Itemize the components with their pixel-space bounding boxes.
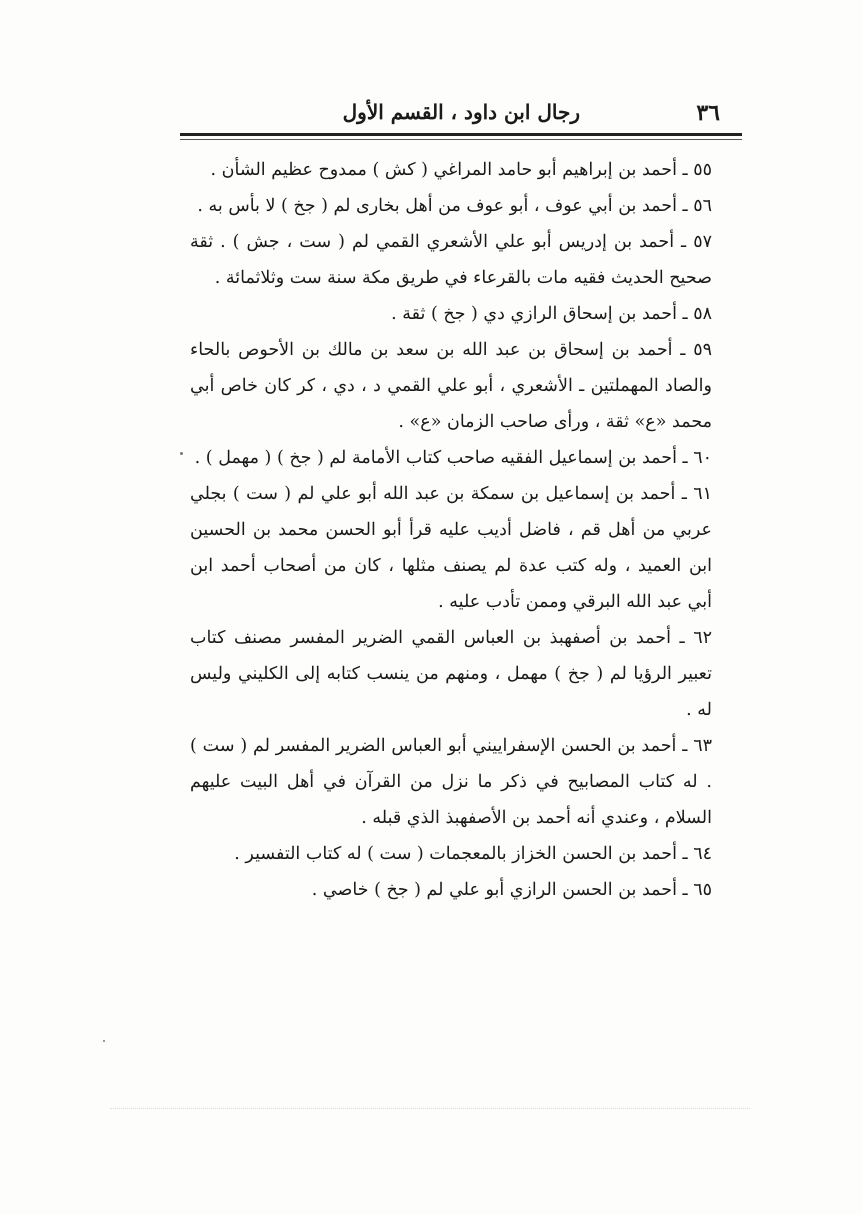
header-rule-thin (180, 139, 742, 140)
scan-artifact-line (110, 1108, 750, 1109)
entry-60: ٦٠ ـ أحمد بن إسماعيل الفقيه صاحب كتاب الأمامة لم ( جخ ) ( مهمل ) . (194, 448, 712, 468)
entry-65: ٦٥ ـ أحمد بن الحسن الرازي أبو علي لم ( جخ ) خاصي . (311, 880, 712, 900)
entry-62: ٦٢ ـ أحمد بن أصفهبذ بن العباس القمي الضرير المفسر مصنف كتاب تعبير الرؤيا لم ( جخ ) مهمل ، ومنهم من ينسب كتابه إلى الكليني وليس له . (190, 628, 712, 720)
entries-list (190, 152, 740, 908)
scan-speck (103, 1040, 105, 1042)
entry-59: ٥٩ ـ أحمد بن إسحاق بن عبد الله بن سعد بن مالك بن الأحوص بالحاء والصاد المهملتين ـ الأشعري ، أبو علي القمي د ، دي ، كر كان خاص أبي محمد «ع» ثقة ، ورأى صاحب الزمان «ع» . (190, 340, 712, 432)
scan-speck (180, 452, 183, 455)
entry-61: ٦١ ـ أحمد بن إسماعيل بن سمكة بن عبد الله أبو علي لم ( ست ) بجلي عربي من أهل قم ، فاضل أديب عليه قرأ أبو الحسن محمد بن الحسين ابن العميد ، وله كتب عدة لم يصنف مثلها ، كان من أصحاب أحمد ابن أبي عبد الله البرقي وممن تأدب عليه . (190, 484, 712, 612)
entry-57: ٥٧ ـ أحمد بن إدريس أبو علي الأشعري القمي لم ( ست ، جش ) . ثقة صحيح الحديث فقيه مات بالقرعاء في طريق مكة سنة ست وثلاثمائة . (190, 232, 712, 288)
entry-56: ٥٦ ـ أحمد بن أبي عوف ، أبو عوف من أهل بخارى لم ( جخ ) لا بأس به . (197, 196, 712, 216)
entry-58: ٥٨ ـ أحمد بن إسحاق الرازي دي ( جخ ) ثقة . (391, 304, 712, 324)
entry-55: ٥٥ ـ أحمد بن إبراهيم أبو حامد المراغي ( كش ) ممدوح عظيم الشأن . (210, 160, 712, 180)
entry-63: ٦٣ ـ أحمد بن الحسن الإسفراييني أبو العباس الضرير المفسر لم ( ست ) . له كتاب المصابيح في ذكر ما نزل من القرآن في أهل البيت عليهم السلام ، وعندي أنه أحمد بن الأصفهبذ الذي قبله . (190, 736, 712, 828)
page-number: ٣٦ (696, 100, 720, 126)
header-rule (180, 133, 742, 136)
page-header (180, 100, 730, 134)
entry-64: ٦٤ ـ أحمد بن الحسن الخزاز بالمعجمات ( ست ) له كتاب التفسير . (234, 844, 712, 864)
running-title: رجال ابن داود ، القسم الأول (342, 100, 580, 124)
